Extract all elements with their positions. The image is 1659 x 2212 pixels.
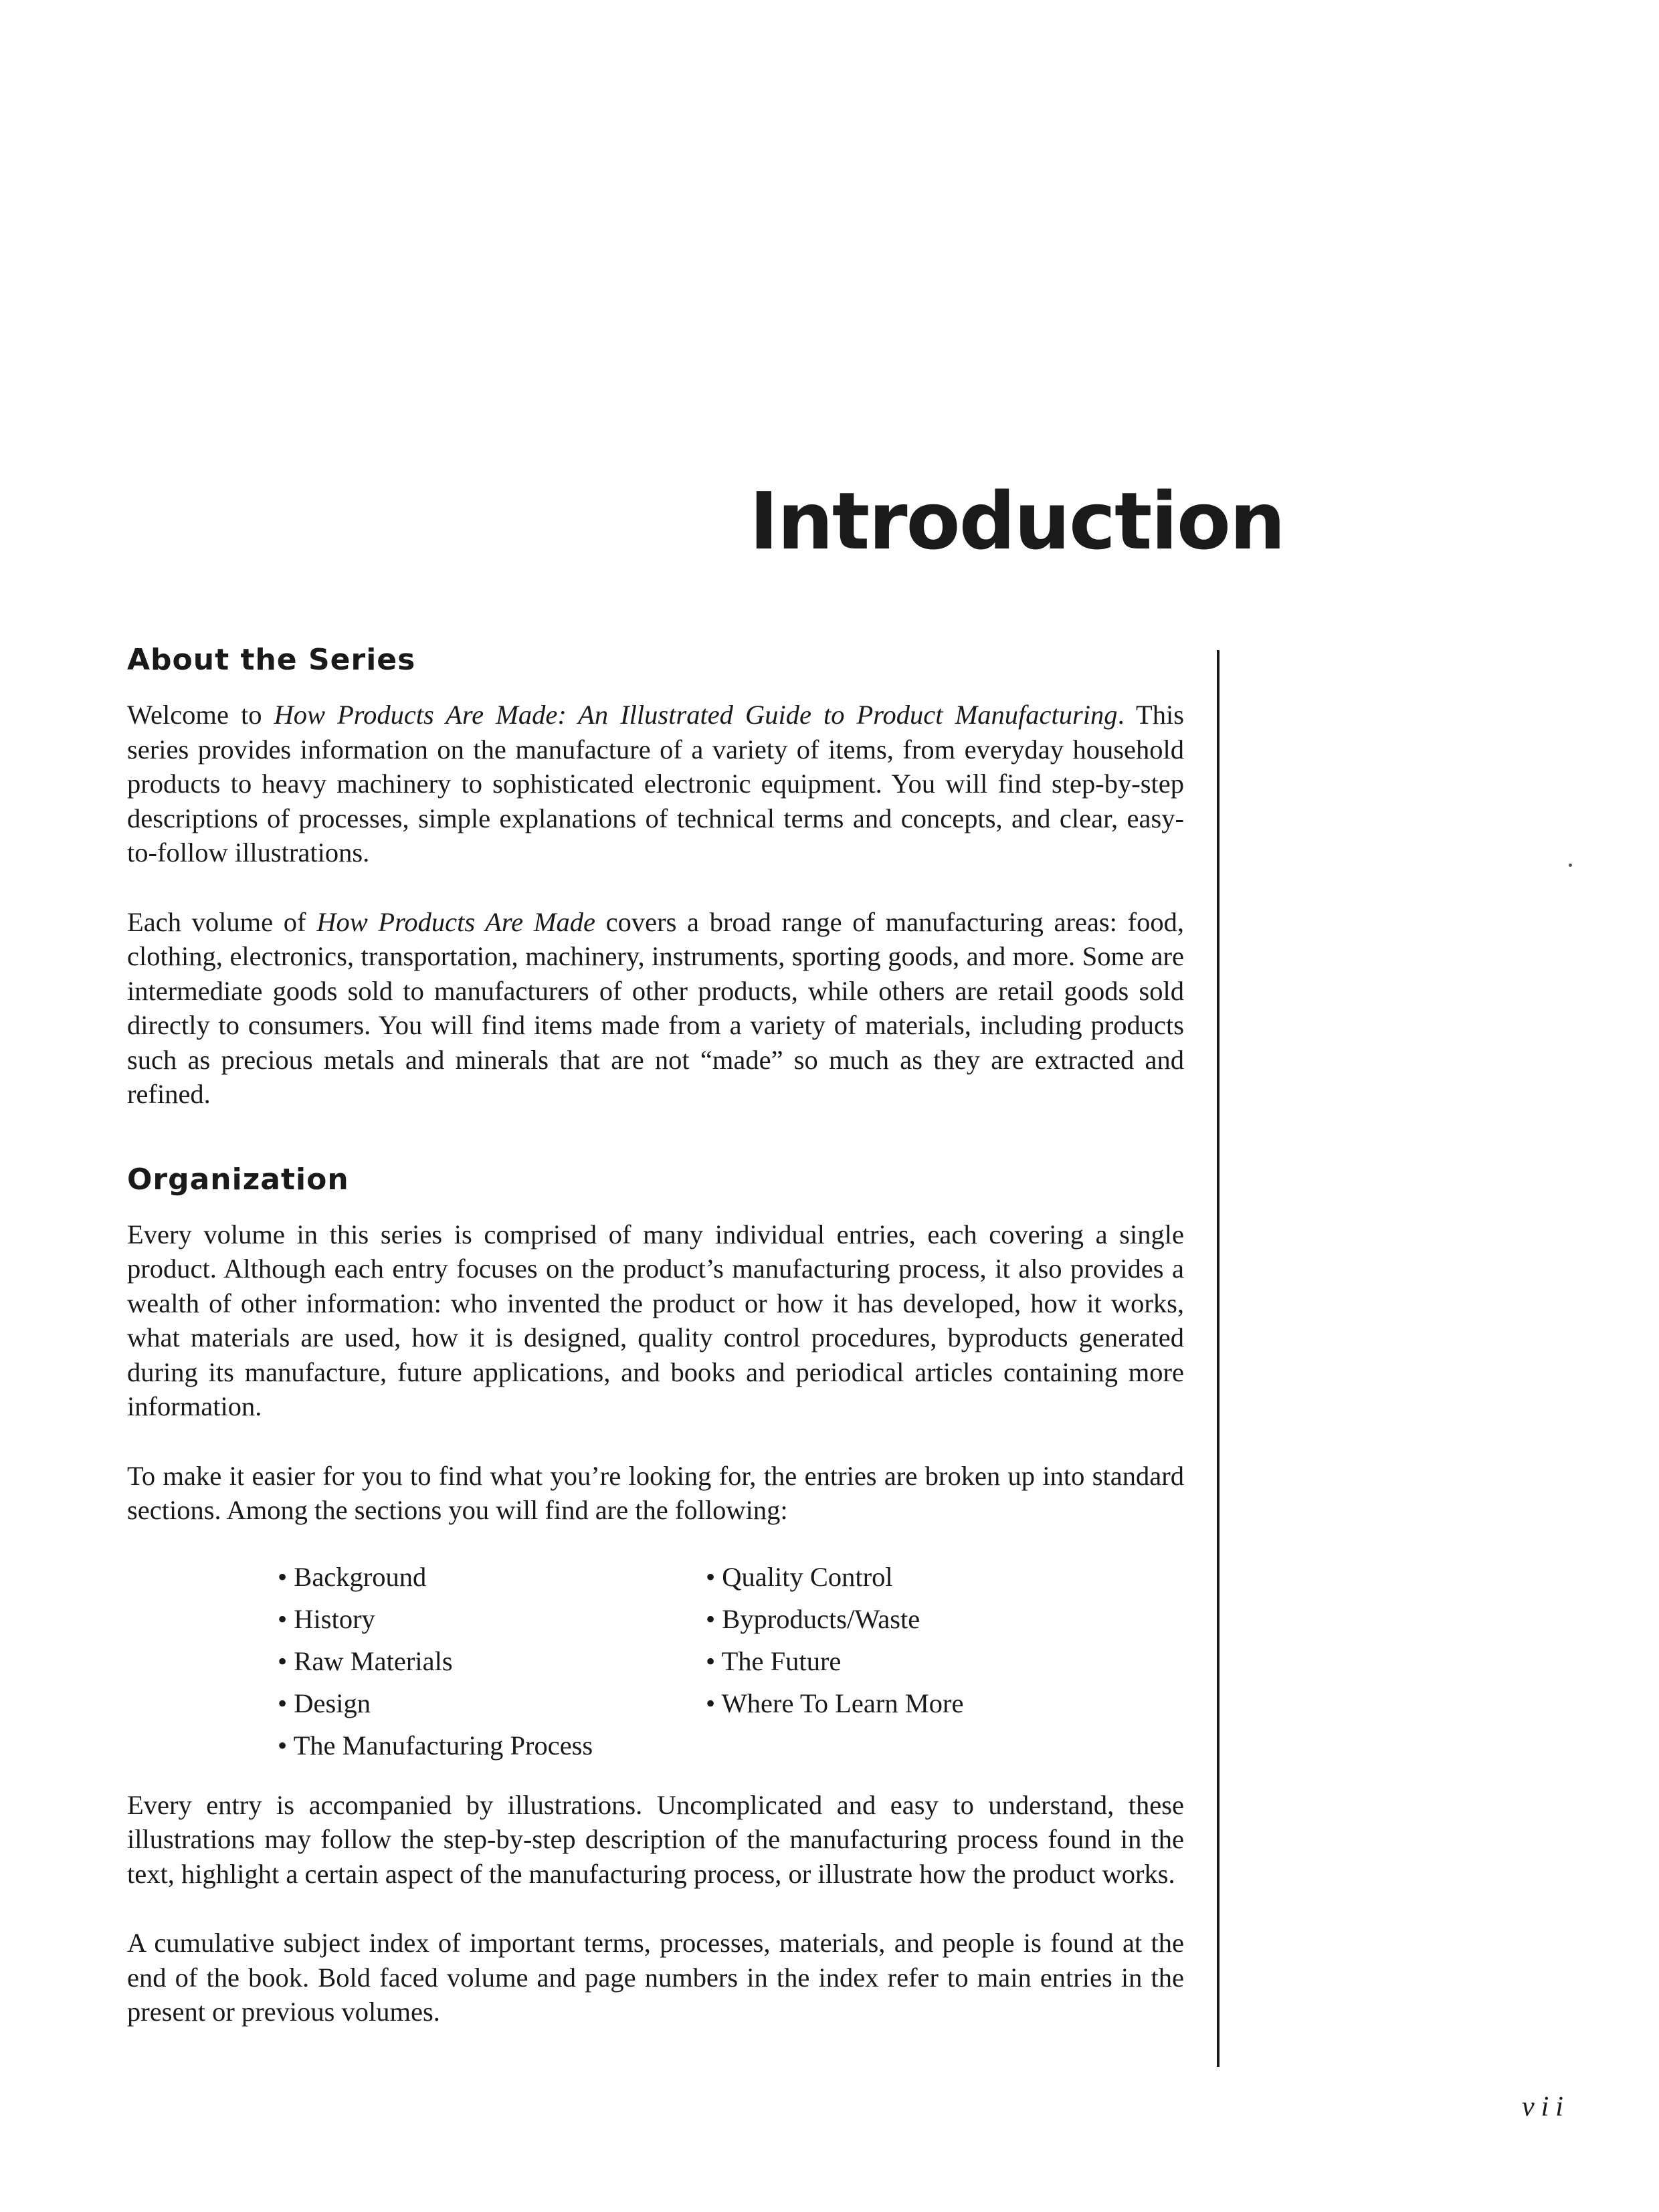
list-item: • Raw Materials bbox=[278, 1645, 453, 1676]
list-item: • Where To Learn More bbox=[706, 1688, 964, 1718]
list-item: • Design bbox=[278, 1688, 371, 1718]
about-p1-text-1: Welcome to bbox=[127, 700, 274, 730]
scan-dot bbox=[1569, 864, 1572, 867]
organization-paragraph-3: Every entry is accompanied by illustrations. Uncomplicated and easy to understand, these illustrations may follow the step-by-step description of the manufacturing process found in the text, highlight a certain aspect of the manufacturing process, or illustrate how the product works. bbox=[127, 1789, 1184, 1889]
about-p1-book-title: How Products Are Made: An Illustrated Guide to Product Manufacturing bbox=[274, 700, 1118, 730]
about-p2-text-1: Each volume of bbox=[127, 906, 317, 937]
section-heading-organization: Organization bbox=[127, 1162, 349, 1197]
section-heading-about: About the Series bbox=[127, 643, 416, 677]
about-p2-book-title: How Products Are Made bbox=[316, 906, 595, 937]
page-number: vii bbox=[1522, 2092, 1570, 2122]
organization-paragraph-1: Every volume in this series is comprised of many individual entries, each covering a single product. Although each entry focuses on the product’s manufacturing process, it also provides a wealth of other information: who invented the product or how it has developed, how it works, what materials are used, how it is designed, quality control procedures, byproducts generated during its manufacture, future applications, and books and periodical articles containing more information. bbox=[127, 1219, 1184, 1421]
list-item: • Background bbox=[278, 1561, 427, 1592]
margin-rule bbox=[1217, 650, 1219, 2067]
organization-paragraph-4: A cumulative subject index of important terms, processes, materials, and people is found at the end of the book. Bold faced volume and page numbers in the index refer to main entries in the present or previous volumes. bbox=[127, 1928, 1184, 2027]
about-p2-text-2: covers a broad range of manufacturing areas: food, clothing, electronics, transportation, machinery, instruments, sporting goods, and more. Some are intermediate goods sold to manufacturers of other products, while others are retail goods sold directly to consumers. You will find items made from a variety of materials, including products such as precious metals and minerals that are not “made” so much as they are extracted and refined. bbox=[127, 906, 1184, 1109]
list-item: • Quality Control bbox=[706, 1561, 893, 1592]
list-item: • The Manufacturing Process bbox=[278, 1730, 593, 1761]
page-title: Introduction bbox=[749, 475, 1284, 567]
about-paragraph-2 bbox=[127, 905, 1184, 1112]
list-item: • The Future bbox=[706, 1645, 842, 1676]
entry-sections-list bbox=[278, 1556, 1184, 1767]
list-item: • History bbox=[278, 1603, 375, 1634]
list-item: • Byproducts/Waste bbox=[706, 1603, 920, 1634]
page-body bbox=[127, 645, 1184, 2064]
about-paragraph-1 bbox=[127, 698, 1184, 870]
about-p1-text-2: . This series provides information on the manufacture of a variety of items, from everyday household products to heavy machinery to sophisticated electronic equipment. You will find step-by-step descriptions of processes, simple explanations of technical terms and concepts, and clear, easy-to-follow illustrations. bbox=[127, 700, 1185, 868]
organization-paragraph-2: To make it easier for you to find what you’re looking for, the entries are broken up into standard sections. Among the sections you will find are the following: bbox=[127, 1460, 1184, 1525]
